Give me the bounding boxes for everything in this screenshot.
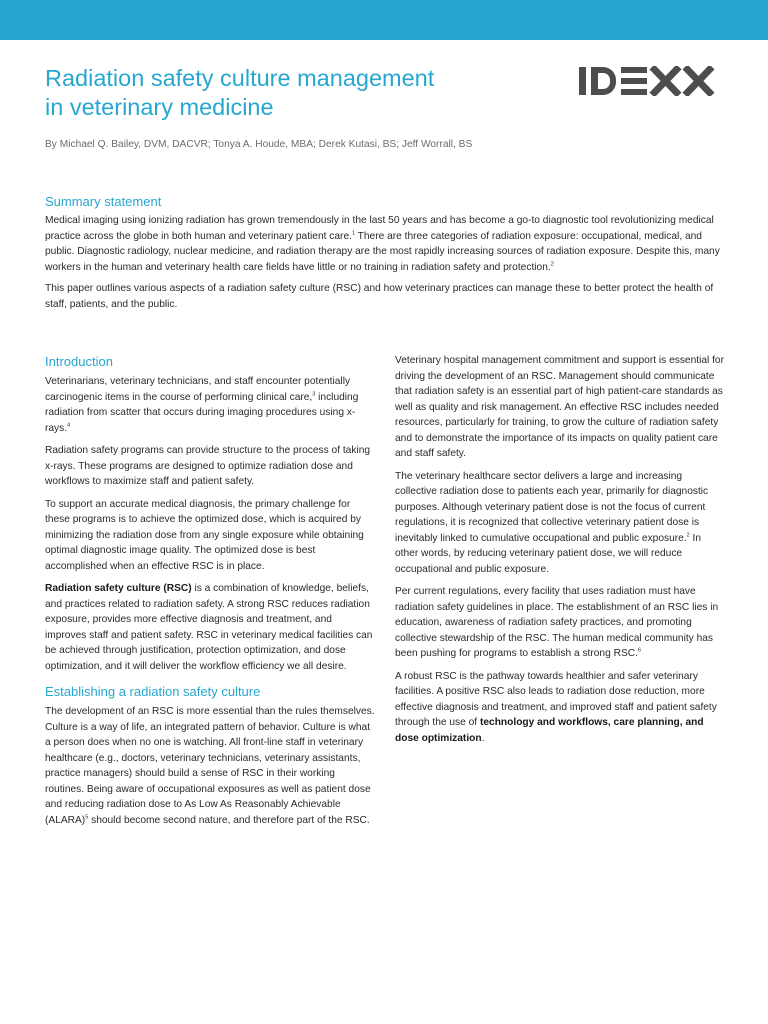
logo-letter-d xyxy=(591,67,616,95)
intro-paragraph-3: To support an accurate medical diagnosis, the primary challenge for these programs is to achieve the optimized dose, which is acquired by minimizing the radiation dose from any single exposure while obtaining optimal diagnostic image quality. The optimized dose is best accomplished when an effective RSC is in place. xyxy=(45,498,364,572)
summary-paragraph-2: This paper outlines various aspects of a radiation safety culture (RSC) and how veterinary practices can manage these to better protect the health of staff, patients, and the public. xyxy=(45,283,714,310)
intro-paragraph-2: Radiation safety programs can provide structure to the process of taking x-rays. These programs are designed to optimize radiation dose and workflows to maximize staff and patient safety. xyxy=(45,445,371,487)
summary-paragraph-1: Medical imaging using ionizing radiation has grown tremendously in the last 50 years and has become a go-to diagnostic tool revolutionizing medical practice across the globe in both human and veterinary patient care.$^1$ There are three categories of radiation exposure: occupational, medical, and public. Diagnostic radiology, nuclear medicine, and radiation therapy are the most rapidly increasing sources of radiation exposure. Despite this, many workers in the human and veterinary health care fields have little or no training in radiation safety and protection.$^2$ xyxy=(45,215,720,273)
reference-marker: 2 xyxy=(550,261,554,268)
summary-heading: Summary statement xyxy=(45,194,162,209)
establishing-paragraph-1: The development of an RSC is more essential than the rules themselves. Culture is a way of life, an integrated pattern of behavior. Culture is what a person does when no one is watching. All front-line staff in veterinary healthcare (e.g., doctors, veterinary technicians, veterinary assistants, practice managers) should build a sense of RSC in their working routines. Being aware of occupational exposures as well as patient dose and reducing radiation dose to As Low As Reasonably Achievable (ALARA)$^5$ should become second nature, and therefore part of the RSC. xyxy=(45,706,375,826)
summary-section xyxy=(45,194,721,312)
reference-marker: 2 xyxy=(686,532,690,539)
logo-letter-e-bar-mid xyxy=(621,78,647,84)
key-practices-emphasis: technology and workflows, care planning, and dose optimization xyxy=(395,717,704,744)
intro-paragraph-4: Radiation safety culture (RSC) is a combination of knowledge, beliefs, and practices related to radiation safety. A strong RSC reduces radiation exposure, provides more effective diagnosis and treatment, and improves staff and patient safety. RSC in veterinary medical facilities can be achieved through justification, protection optimization, and dose optimization, and it will deliver the workflow efficiency we all desire. xyxy=(45,583,373,672)
reference-marker: 4 xyxy=(67,422,71,429)
intro-paragraph-1: Veterinarians, veterinary technicians, and staff encounter potentially carcinogenic items in the course of performing clinical care,$^3$ including radiation from scatter that occurs during imaging procedures using x-rays.$^4$ xyxy=(45,376,359,434)
reference-marker: 6 xyxy=(637,647,641,654)
logo-letter-x-1 xyxy=(652,67,679,95)
reference-marker: 3 xyxy=(312,391,316,398)
page-title xyxy=(45,64,515,122)
right-paragraph-4: A robust RSC is the pathway towards healthier and safer veterinary facilities. A positive RSC also leads to radiation dose reduction, more effective diagnosis and treatment, and improved staff and patient safety through the use of technology and workflows, care planning, and dose optimization. xyxy=(395,670,717,744)
logo-letter-e-bar-bottom xyxy=(621,89,647,95)
title-line-2: in veterinary medicine xyxy=(45,94,274,120)
reference-marker: 1 xyxy=(351,230,356,237)
introduction-heading: Introduction xyxy=(45,354,113,369)
left-column xyxy=(45,354,375,828)
header-bar xyxy=(0,0,768,40)
right-column xyxy=(395,353,725,746)
right-paragraph-1: Veterinary hospital management commitment and support is essential for driving the development of an RSC. Management should communicate that radiation safety is an essential part of high patient-care standards as well as quality and risk management. An effective RSC includes needed resources, particularly for training, to grow the culture of radiation safety and to demonstrate the importance of its impacts on quality patient care and staff safety. xyxy=(395,355,724,459)
logo-letter-e-bar-top xyxy=(621,67,647,73)
idexx-logo xyxy=(578,66,720,96)
right-paragraph-3: Per current regulations, every facility that uses radiation must have radiation safety guidelines in place. The establishment of an RSC lies in education, awareness of radiation safety practices, and promoting collective stewardship of the RSC. The human medical community has been pushing for programs to establish a strong RSC.$^6$ xyxy=(395,586,719,659)
reference-marker: 5 xyxy=(85,814,89,821)
logo-letter-i xyxy=(579,67,586,95)
establishing-heading: Establishing a radiation safety culture xyxy=(45,684,261,699)
title-line-1: Radiation safety culture management xyxy=(45,65,435,91)
authors-line: By Michael Q. Bailey, DVM, DACVR; Tonya A. Houde, MBA; Derek Kutasi, BS; Jeff Worrall, BS xyxy=(45,139,473,150)
rsc-term: Radiation safety culture (RSC) xyxy=(45,583,192,594)
logo-letter-x-2 xyxy=(685,67,712,95)
right-paragraph-2: The veterinary healthcare sector delivers a large and increasing collective radiation dose to patients each year, primarily for diagnostic purposes. Although veterinary patient dose is not the focus of current regulations, it is recognized that collective veterinary patient dose is inevitably linked to cumulative occupational and public exposure.$^2$ In other words, by reducing veterinary patient dose, we will reduce occupational and public exposure. xyxy=(395,470,709,575)
